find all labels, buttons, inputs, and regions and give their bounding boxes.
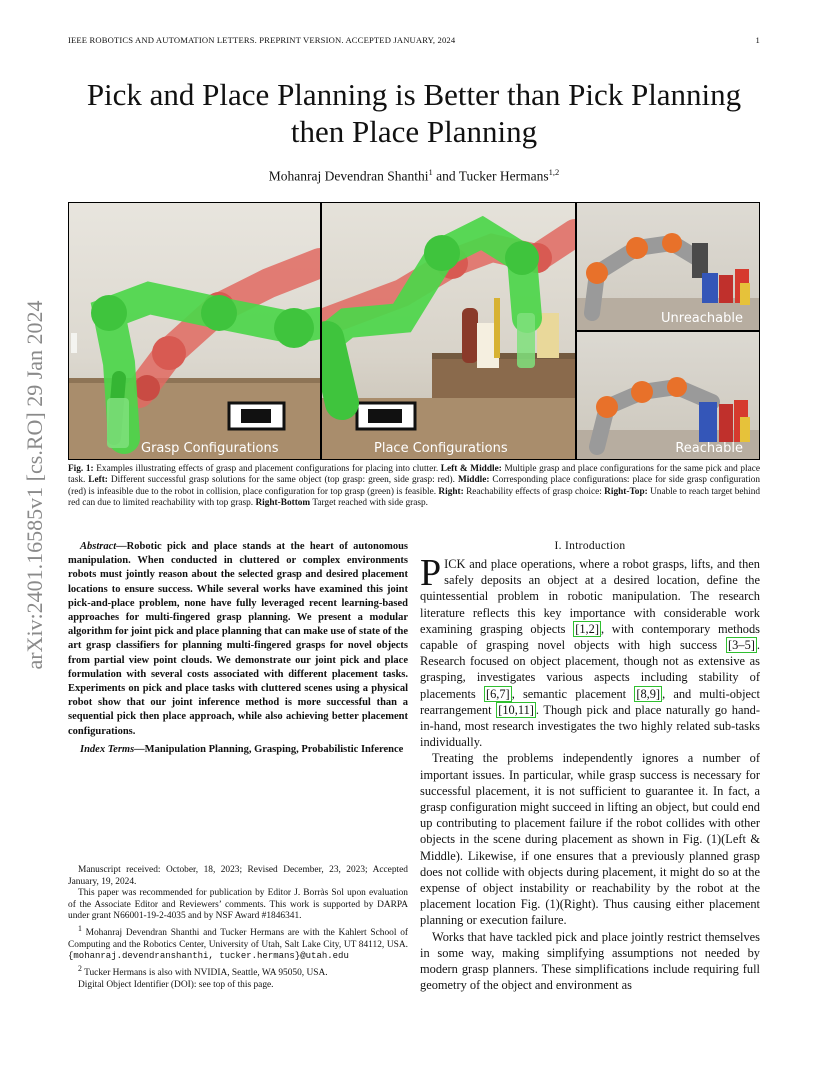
footnotes	[68, 865, 408, 991]
abstract-text: —Robotic pick and place stands at the heart of autonomous manipulation. When conducted in cluttered or complex environments robots must jointly reason about the selected grasp and desired placement locations to ensure success. While several works have examined this joint pick-and-place problem, none have fully leveraged recent learning-based approaches for multi-fingered grasp planning. We present a modular algorithm for joint pick and place planning that can make use of state of the art grasp classifiers for planning multi-fingered grasps for novel objects from partial view point clouds. We demonstrate our joint pick and place formulation with several costs associated with different placement tasks. Experiments on pick and place tasks with cluttered scenes using a physical robot show that our joint inference method is more successful than a sequential pick then place approach, while also achieving better placement configurations.	[68, 541, 408, 737]
arxiv-stamp	[22, 290, 48, 680]
section-title-introduction: I. Introduction	[554, 540, 626, 552]
caption-text: Unable to reach target behind red can due to limited reachability with top grasp.	[68, 486, 760, 509]
citation-link[interactable]: [6,7]	[485, 686, 510, 701]
body-text: . Though pick and place naturally go hand-in-hand, most research investigates the two highly related sub-tasks individually.	[420, 702, 760, 750]
footnote-received: Manuscript received: October, 18, 2023; Revised December, 23, 2023; Accepted January, 19, 2024.	[68, 865, 408, 887]
intro-paragraph-3: Works that have tackled pick and place jointly restrict themselves in some way, making simplifying assumptions not needed by modern grasp planners. These simplifications include requiring full geometry of the object and environment as	[420, 929, 760, 993]
footnote-recommended: This paper was recommended for publication by Editor J. Borràs Sol upon evaluation of the Associate Editor and Reviewers’ comments. This work is supported by DARPA under grant N66001-19-2-4035 and by NSF Award #1846341.	[68, 888, 408, 922]
index-terms	[68, 743, 408, 757]
caption-label: Fig. 1:	[68, 464, 94, 474]
page-number: 1	[755, 35, 760, 45]
abstract-label: Abstract	[80, 541, 117, 552]
author-2-affiliation: 1,2	[548, 167, 560, 177]
reachable-label: Reachable	[675, 441, 743, 456]
caption-bold: Right:	[438, 486, 464, 497]
footnote-affiliation-2	[68, 963, 408, 980]
reachable-panel	[577, 332, 759, 459]
reachable-scene-illustration	[577, 332, 759, 459]
footnote-mark: 2	[78, 963, 82, 973]
citation-link[interactable]: [3–5]	[728, 638, 755, 653]
author-emails: {mohanraj.devendranshanthi, tucker.hermans}@utah.edu	[68, 951, 349, 962]
caption-text: Reachability effects of grasp choice:	[463, 486, 605, 497]
figure-1	[68, 202, 760, 460]
caption-text: Different successful grasp solutions for the same object (top grasp: green, side grasp: red).	[107, 475, 458, 486]
figure-caption	[68, 464, 760, 510]
arxiv-stamp-text: arXiv:2401.16585v1 [cs.RO] 29 Jan 2024	[22, 300, 47, 670]
intro-paragraph-1	[420, 552, 760, 750]
paper-title: Pick and Place Planning is Better than Pick Planning then Place Planning	[86, 77, 742, 149]
running-title: IEEE ROBOTICS AND AUTOMATION LETTERS. PREPRINT VERSION. ACCEPTED JANUARY, 2024	[68, 35, 456, 45]
caption-bold: Left:	[88, 475, 108, 486]
footnote-mark: 1	[78, 923, 82, 933]
author-2: Tucker Hermans	[458, 168, 549, 184]
citation-link[interactable]: [8,9]	[636, 686, 661, 701]
index-terms-text: —Manipulation Planning, Grasping, Probabilistic Inference	[134, 743, 404, 755]
grasp-scene-illustration	[69, 203, 320, 459]
footnote-doi: Digital Object Identifier (DOI): see top of this page.	[78, 979, 274, 990]
footnote-affiliation-1	[68, 923, 408, 963]
grasp-configurations-label: Grasp Configurations	[141, 441, 279, 456]
caption-bold: Left & Middle:	[440, 464, 502, 474]
left-column	[68, 540, 408, 757]
body-text: . Research focused on object placement, though not as extensive as grasping, investigates various aspects including stability of placements	[420, 638, 760, 701]
author-1-affiliation: 1	[428, 167, 433, 177]
grasp-configurations-panel	[69, 203, 320, 459]
author-line	[68, 167, 760, 185]
caption-text: Multiple grasp and place configurations for the same pick and place task.	[68, 464, 760, 486]
unreachable-panel	[577, 203, 759, 330]
running-header	[68, 35, 760, 45]
citation-link[interactable]: [10,11]	[498, 702, 534, 717]
footnote-text: Mohanraj Devendran Shanthi and Tucker Hermans are with the Kahlert School of Computing and the Robotics Center, University of Utah, Salt Lake City, UT 84112, USA.	[68, 928, 408, 950]
drop-cap: P	[420, 552, 442, 594]
caption-bold: Right-Bottom	[255, 498, 311, 509]
index-terms-label: Index Terms	[80, 743, 135, 755]
caption-text: Examples illustrating effects of grasp and placement configurations for placing into clutter.	[93, 464, 441, 474]
place-configurations-panel	[322, 203, 575, 459]
lead-in: ICK	[444, 557, 466, 571]
unreachable-label: Unreachable	[661, 311, 743, 326]
place-scene-illustration	[322, 203, 575, 459]
caption-bold: Right-Top:	[604, 486, 648, 497]
body-text: , and multi-object rearrangement	[420, 686, 760, 717]
caption-text: Target reached with side grasp.	[310, 498, 428, 509]
body-text: , with contemporary methods capable of grasping novel objects with high success	[420, 621, 760, 653]
place-configurations-label: Place Configurations	[374, 441, 508, 456]
author-conjunction: and	[432, 168, 459, 184]
caption-bold: Middle:	[457, 475, 490, 486]
citation-link[interactable]: [1,2]	[575, 621, 599, 636]
footnote-text: Tucker Hermans is also with NVIDIA, Seattle, WA 95050, USA.	[81, 968, 328, 978]
abstract	[68, 540, 408, 739]
intro-paragraph-2: Treating the problems independently ignores a number of important issues. In particular, while grasp success is necessary for successful placement, it is not sufficient to guarantee it. In fact, a grasp configuration might succeed in lifting an object, but could end up contributing to placement failure if the robot collides with other objects in the scene during placement as shown in Fig. (1)(Left & Middle). Likewise, if one ensures that a previously planned grasp does not collide with objects during placement, it might do so at the expense of object instability or reachability by the robot at the placement location Fig. (1)(Right). Thus causing either placement planning or execution failure.	[420, 751, 760, 928]
body-text: , semantic placement	[511, 686, 635, 701]
body-text: and place operations, where a robot grasps, lifts, and then safely deposits an object at a desired location, define the quintessential problem in robotic manipulation. The research literature reflects this key importance with considerable work examining grasping objects	[420, 557, 760, 636]
right-column	[420, 540, 760, 993]
caption-text: Corresponding place configurations: place for side grasp configuration (red) is infeasible due to the robot in collision, place configuration for top grasp (green) is feasible.	[68, 475, 761, 497]
author-1: Mohanraj Devendran Shanthi	[268, 168, 429, 184]
